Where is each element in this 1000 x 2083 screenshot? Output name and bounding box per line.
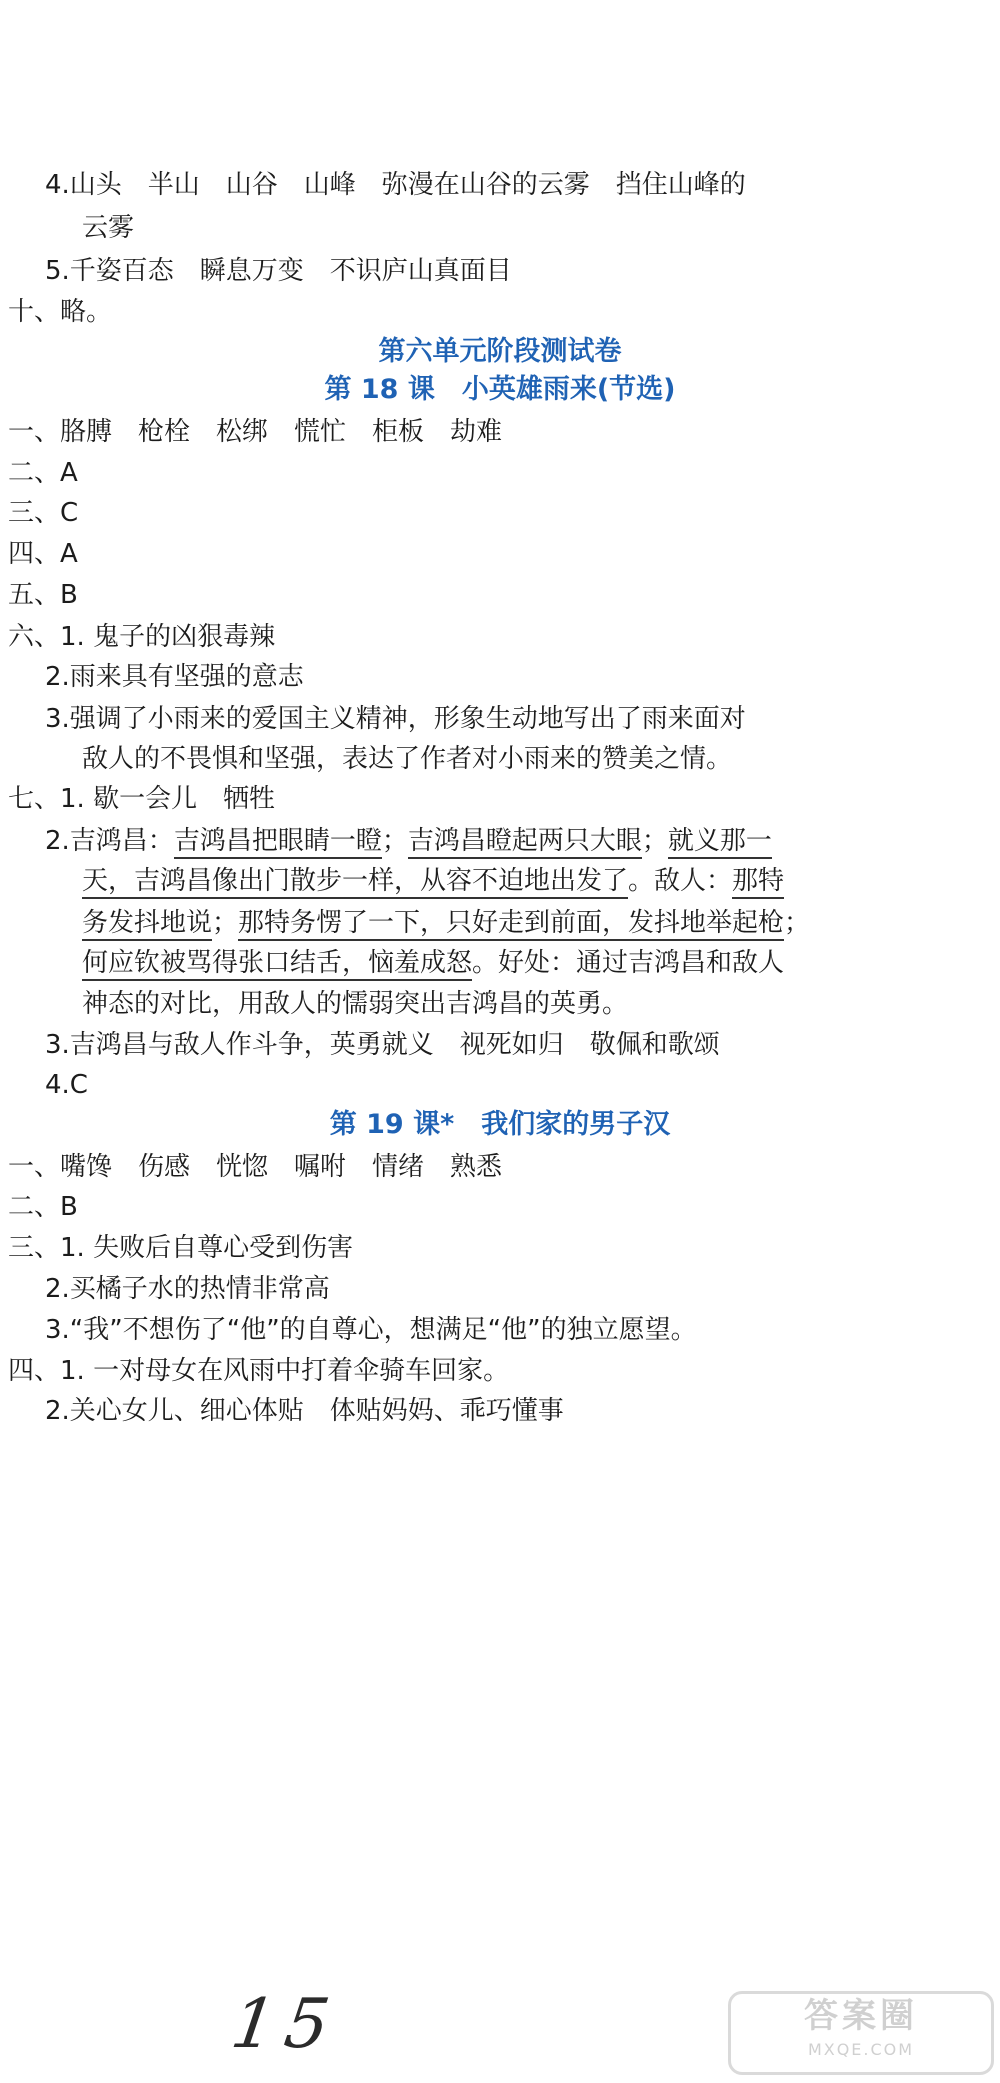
answer-line: 七、1. 歇一会儿 牺牲 [8, 784, 276, 814]
underlined-text: 那特务愣了一下，只好走到前面，发抖地举起枪 [238, 908, 784, 941]
answer-line: 一、胳膊 枪栓 松绑 慌忙 柜板 劫难 [8, 417, 503, 447]
answer-line: 3.“我”不想伤了“他”的自尊心，想满足“他”的独立愿望。 [45, 1315, 697, 1345]
answer-line: 2.雨来具有坚强的意志 [45, 662, 304, 692]
underlined-text: 吉鸿昌瞪起两只大眼 [408, 826, 642, 859]
answer-line: 2.关心女儿、细心体贴 体贴妈妈、乖巧懂事 [45, 1396, 564, 1426]
answer-line: 三、C [8, 498, 79, 528]
underlined-text: 就义那一 [668, 826, 772, 859]
answer-line [0, 824, 1000, 858]
underlined-text: 天，吉鸿昌像出门散步一样，从容不迫地出发了 [82, 866, 628, 899]
answer-line: 六、1. 鬼子的凶狠毒辣 [8, 622, 276, 652]
underlined-text: 务发抖地说 [82, 908, 212, 941]
line-text: 。好处：通过吉鸿昌和敌人 [472, 948, 785, 978]
answer-line: 二、A [8, 458, 78, 488]
lesson-title: 第 18 课 小英雄雨来(节选) [324, 374, 676, 405]
answer-line: 一、嘴馋 伤感 恍惚 嘱咐 情绪 熟悉 [8, 1152, 503, 1182]
line-text: ； [212, 908, 239, 938]
watermark-url: MXQE.COM [807, 2040, 915, 2059]
answer-line: 3.强调了小雨来的爱国主义精神，形象生动地写出了雨来面对 [45, 704, 746, 734]
watermark-title: 答案圈 [804, 1996, 918, 2036]
answer-line: 敌人的不畏惧和坚强，表达了作者对小雨来的赞美之情。 [82, 744, 733, 774]
line-text: 。敌人： [628, 866, 733, 896]
answer-line: 四、A [8, 539, 78, 569]
answer-line: 云雾 [82, 213, 135, 243]
underlined-text: 何应钦被骂得张口结舌，恼羞成怒 [82, 948, 472, 981]
answer-line: 五、B [8, 580, 78, 610]
section-title: 第六单元阶段测试卷 [378, 336, 622, 367]
answer-line [0, 906, 1000, 940]
underlined-text: 那特 [732, 866, 784, 899]
line-text: ； [381, 826, 408, 856]
answer-line: 二、B [8, 1192, 78, 1222]
answer-line: 4.C [45, 1070, 88, 1100]
watermark-logo [728, 1991, 994, 2075]
underlined-text: 吉鸿昌把眼睛一瞪 [174, 826, 382, 859]
answer-line [0, 946, 1000, 980]
answer-line: 2.买橘子水的热情非常高 [45, 1274, 330, 1304]
lesson-title: 第 19 课* 我们家的男子汉 [329, 1109, 671, 1140]
answer-line: 3.吉鸿昌与敌人作斗争，英勇就义 视死如归 敬佩和歌颂 [45, 1030, 720, 1060]
line-text: ； [641, 826, 668, 856]
answer-line: 十、略。 [8, 297, 113, 327]
answer-line: 5.千姿百态 瞬息万变 不识庐山真面目 [45, 256, 512, 286]
answer-line [0, 864, 1000, 898]
answer-line: 三、1. 失败后自尊心受到伤害 [8, 1233, 354, 1263]
line-text: ； [784, 908, 811, 938]
answer-line: 4.山头 半山 山谷 山峰 弥漫在山谷的云雾 挡住山峰的 [45, 170, 746, 200]
answer-line: 神态的对比，用敌人的懦弱突出吉鸿昌的英勇。 [82, 989, 629, 1019]
page-number: 15 [226, 1985, 345, 2064]
line-text: 2.吉鸿昌： [45, 826, 174, 856]
answer-line: 四、1. 一对母女在风雨中打着伞骑车回家。 [8, 1356, 510, 1386]
